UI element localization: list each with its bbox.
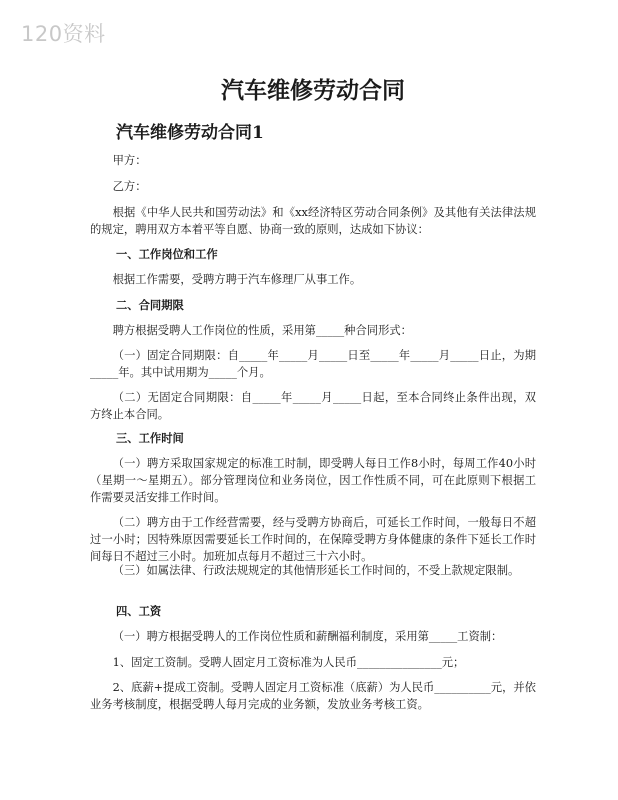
section-2-text: 聘方根据受聘人工作岗位的性质，采用第_____种合同形式： <box>112 324 412 337</box>
party-a-line: 甲方： <box>112 154 147 167</box>
contract-subtitle: 汽车维修劳动合同1 <box>116 123 264 143</box>
section-3-heading: 三、工作时间 <box>116 431 184 445</box>
section-3-item-1: （一）聘方采取国家规定的标准工时制，即受聘人每日工作8小时，每周工作40小时（星期一～星期五）。部分管理岗位和业务岗位，因工作性质不同，可在此原则下根据工作需要灵活安排工作时间。 <box>90 457 536 504</box>
section-4-heading: 四、工资 <box>116 604 162 618</box>
section-3-item-3: （三）如属法律、行政法规规定的其他情形延长工作时间的，不受上款规定限制。 <box>112 564 520 577</box>
party-b-line: 乙方： <box>112 180 147 193</box>
section-4-item-3: 2、底薪+提成工资制。受聘人固定月工资标准（底薪）为人民币__________元，并依业务考核制度，根据受聘人每月完成的业务额，发放业务考核工资。 <box>90 681 536 711</box>
intro-paragraph: 根据《中华人民共和国劳动法》和《xx经济特区劳动合同条例》及其他有关法律法规的规定，聘用双方本着平等自愿、协商一致的原则，达成如下协议： <box>90 206 536 236</box>
section-2-heading: 二、合同期限 <box>116 298 184 312</box>
section-4-item-2: 1、固定工资制。受聘人固定月工资标准为人民币_______________元； <box>112 656 465 669</box>
section-3-item-2: （二）聘方由于工作经营需要，经与受聘方协商后，可延长工作时间，一般每日不超过一小时；因特殊原因需要延长工作时间的，在保障受聘方身体健康的条件下延长工作时间每日不超过三小时。加班加点每月不超过三十六小时。 <box>90 516 536 563</box>
section-1-heading: 一、工作岗位和工作 <box>116 247 218 261</box>
section-4-item-1: （一）聘方根据受聘人的工作岗位性质和薪酬福利制度，采用第_____工资制： <box>112 630 503 643</box>
section-1-text: 根据工作需要，受聘方聘于汽车修理厂从事工作。 <box>112 273 362 286</box>
watermark: 120资料 <box>21 22 106 46</box>
section-2-item-2: （二）无固定合同期限：自_____年_____月_____日起，至本合同终止条件出现，双方终止本合同。 <box>90 391 536 421</box>
document-title: 汽车维修劳动合同 <box>221 77 405 104</box>
section-2-item-1: （一）固定合同期限：自_____年_____月_____日至_____年_____月_____日止，为期_____年。其中试用期为_____个月。 <box>90 349 536 379</box>
